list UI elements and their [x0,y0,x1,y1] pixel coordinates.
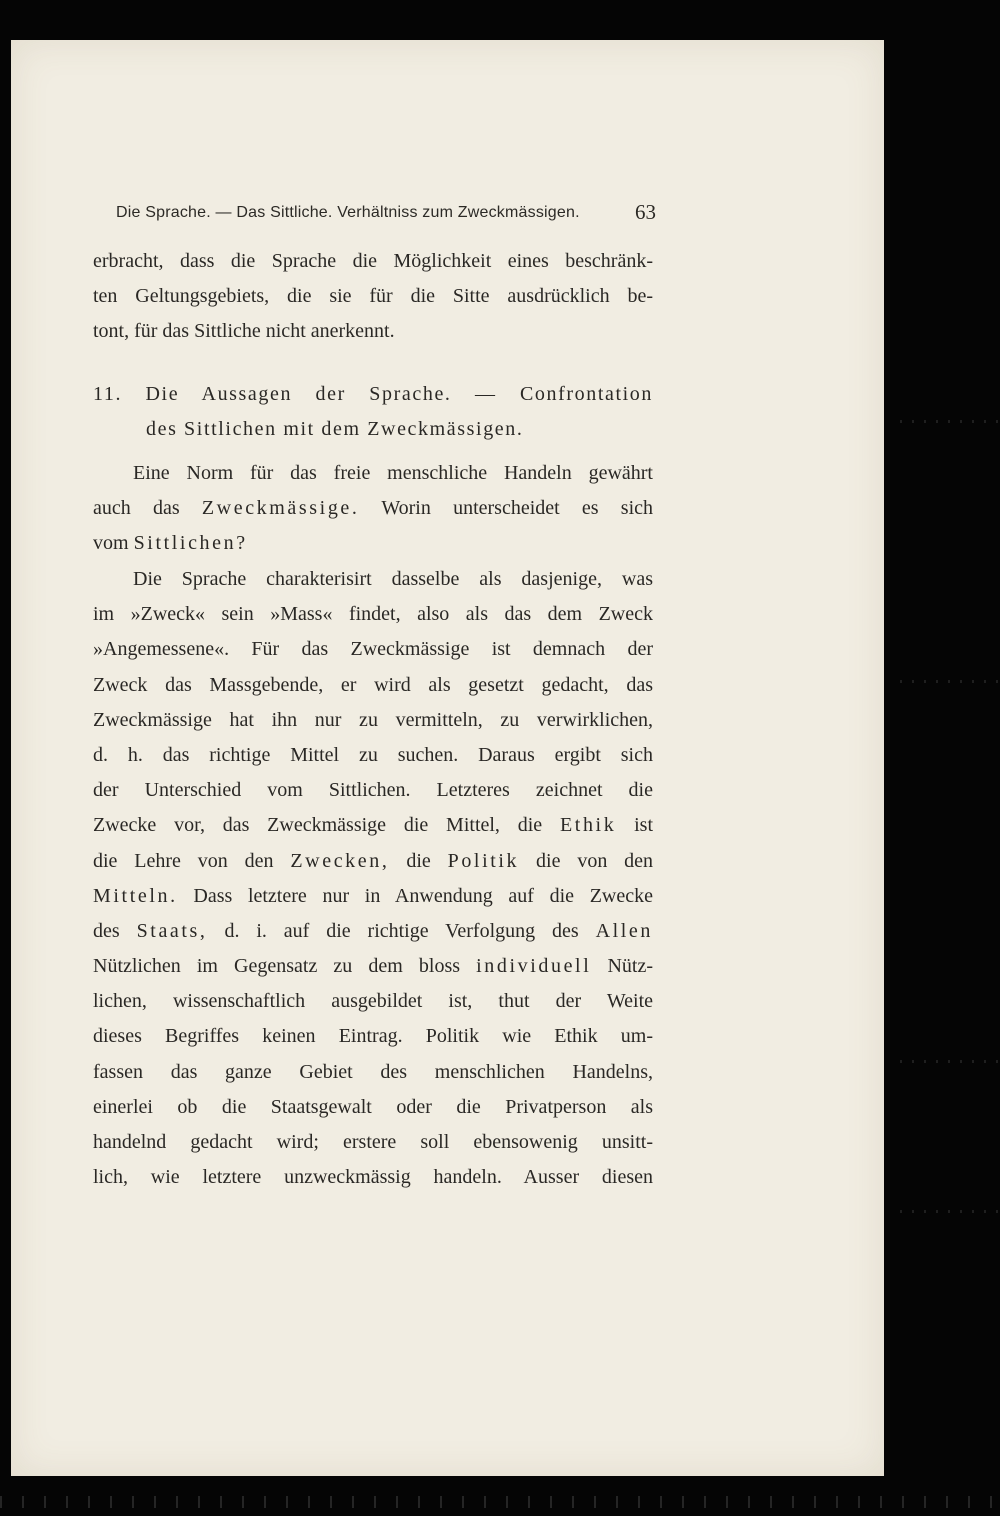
text-line: Zweck das Massgebende, er wird als gesetzt gedacht, das [93,673,653,696]
text-line: Zwecke vor, das Zweckmässige die Mittel, die Ethik ist [93,814,653,837]
running-header [116,200,656,228]
spaced-term: Ethik [559,814,617,837]
spaced-term: Zwecken, [290,849,390,872]
paragraph-1 [93,244,653,350]
text-line: lich, wie letztere unzweckmässig handeln. Ausser diesen [93,1166,653,1189]
heading-line-2: des Sittlichen mit dem Zweckmässigen. [146,418,524,441]
spaced-term: Sittlichen? [133,532,248,555]
scan-edge-pattern [900,0,1000,1480]
text-line: ten Geltungsgebiets, die sie für die Sitte ausdrücklich be- [93,285,653,308]
paragraph-3 [93,562,653,1195]
text-line: Eine Norm für das freie menschliche Handeln gewährt [133,462,653,484]
scan-bottom-pattern [0,1496,1000,1508]
page-number: 63 [635,200,656,224]
section-heading [93,377,653,447]
text-line: die Lehre von den Zwecken, die Politik die von den [93,849,653,872]
spaced-term: individuell [476,955,592,978]
text-line: Die Sprache charakterisirt dasselbe als dasjenige, was [133,568,653,590]
text-line: der Unterschied vom Sittlichen. Letzteres zeichnet die [93,779,653,802]
text-line: tont, für das Sittliche nicht anerkennt. [93,320,395,343]
text-line: vom Sittlichen? [93,532,248,555]
text-line: erbracht, dass die Sprache die Möglichkeit eines beschränk- [93,250,653,272]
text-line: fassen das ganze Gebiet des menschlichen Handelns, [93,1060,653,1083]
text-line: handelnd gedacht wird; erstere soll ebensowenig unsitt- [93,1131,653,1153]
section-number: 11. [93,383,123,405]
text-line: einerlei ob die Staatsgewalt oder die Privatperson als [93,1095,653,1118]
text-line: Mitteln. Dass letztere nur in Anwendung auf die Zwecke [93,884,653,907]
spaced-term: Zweckmässige. [201,497,360,520]
text-line: d. h. das richtige Mittel zu suchen. Daraus ergibt sich [93,743,653,766]
text-line: des Staats, d. i. auf die richtige Verfolgung des Allen [93,919,653,942]
heading-line-1 [93,377,653,412]
text-line: Zweckmässige hat ihn nur zu vermitteln, zu verwirklichen, [93,708,653,731]
spaced-term: Staats, [136,919,208,942]
text-line: auch das Zweckmässige. Worin unterscheidet es sich [93,497,653,520]
spaced-term: Politik [447,849,520,872]
text-line: dieses Begriffes keinen Eintrag. Politik wie Ethik um- [93,1025,653,1048]
text-line: im »Zweck« sein »Mass« findet, also als das dem Zweck [93,603,653,626]
paragraph-2 [93,456,653,562]
spaced-term: Mitteln. [93,884,178,907]
text-line: lichen, wissenschaftlich ausgebildet ist, thut der Weite [93,990,653,1013]
text-line: »Angemessene«. Für das Zweckmässige ist demnach der [93,638,653,661]
running-title: Die Sprache. — Das Sittliche. Verhältniss zum Zweckmässigen. [116,204,580,221]
spaced-term: Allen [595,919,653,942]
text-line: Nützlichen im Gegensatz zu dem bloss individuell Nütz- [93,955,653,978]
heading-text: Die Aussagen der Sprache. — Confrontation [145,383,653,405]
